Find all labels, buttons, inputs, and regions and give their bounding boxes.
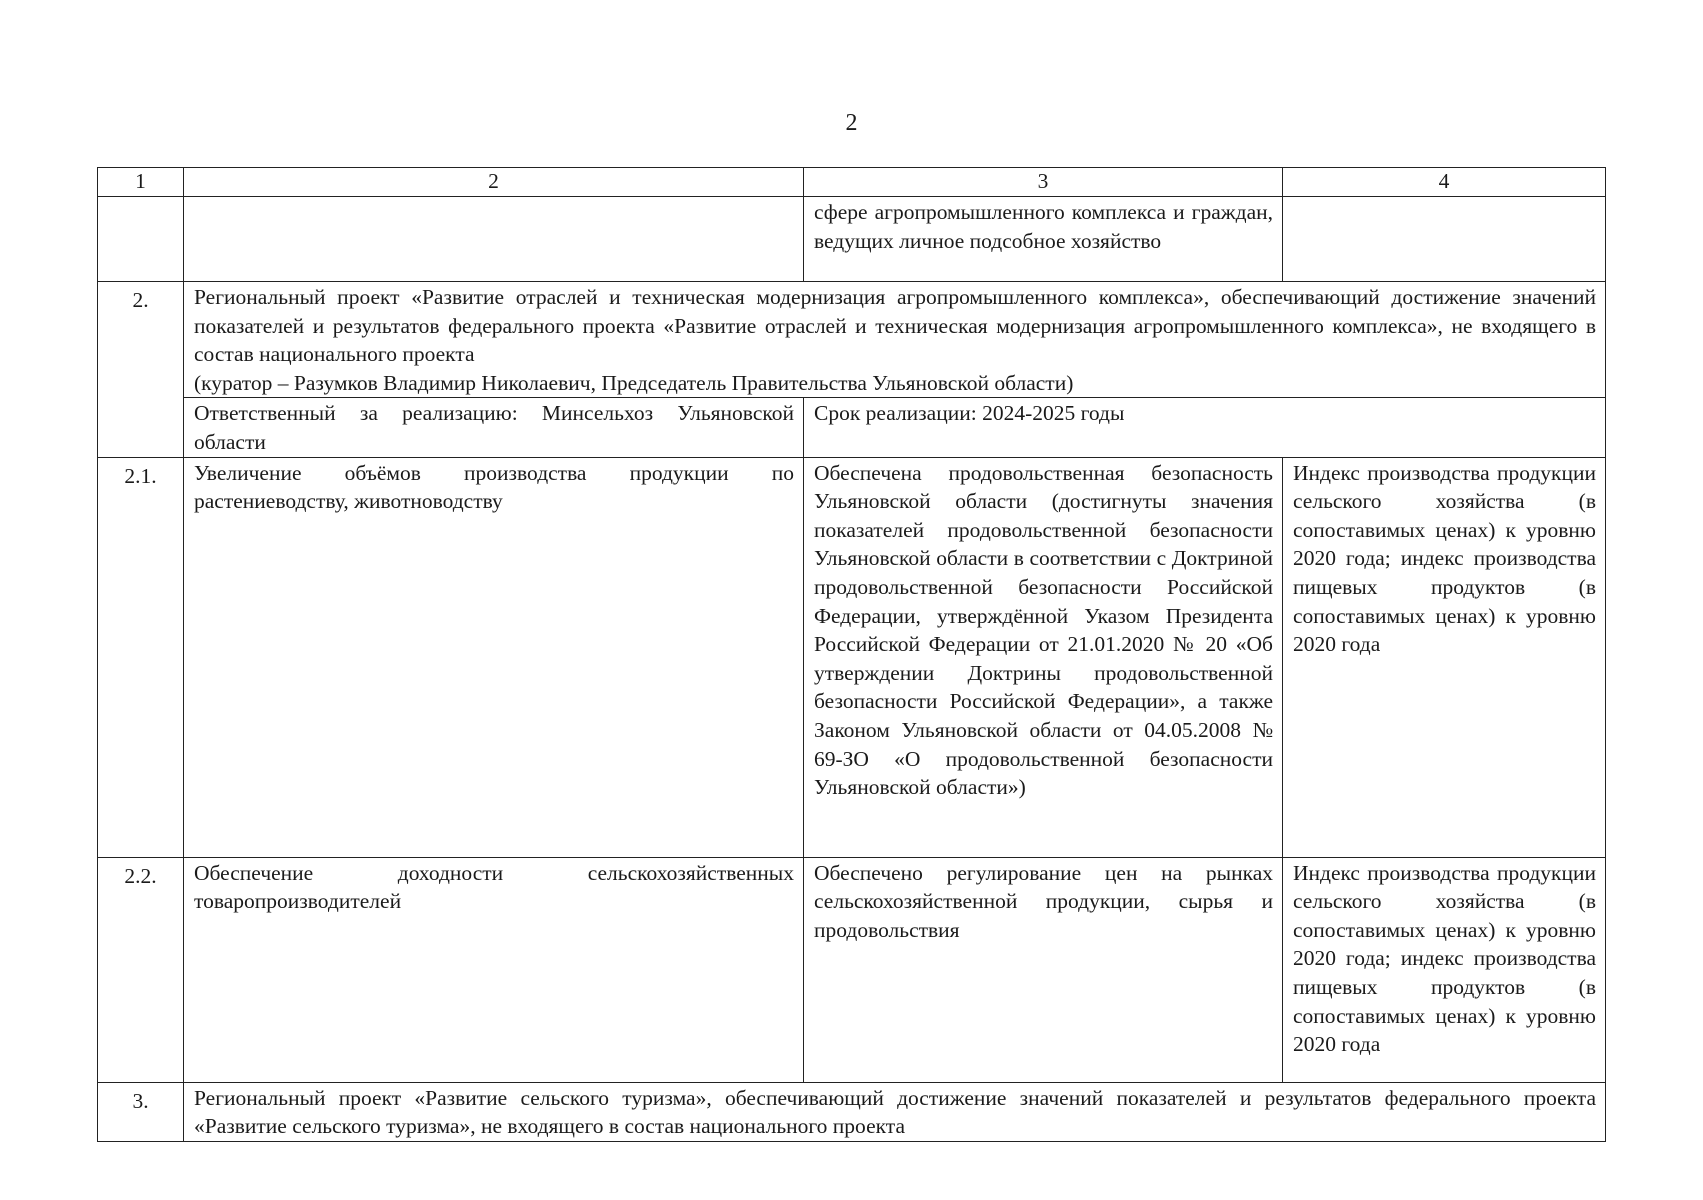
section-2-term: Срок реализации: 2024-2025 годы — [804, 398, 1606, 457]
section-3-title: Региональный проект «Развитие сельского туризма», обеспечивающий достижение значений показателей и результатов федерального проекта «Развитие сельского туризма», не входящего в состав национального проекта — [184, 1082, 1606, 1141]
row-2-2-number: 2.2. — [98, 857, 184, 1082]
header-col-2: 2 — [184, 168, 804, 197]
continuation-effect: сфере агропромышленного комплекса и граждан, ведущих личное подсобное хозяйство — [804, 197, 1283, 282]
row-2-1-number: 2.1. — [98, 457, 184, 857]
row-2-1-task: Увеличение объёмов производства продукции по растениеводству, животноводству — [184, 457, 804, 857]
section-3-number: 3. — [98, 1082, 184, 1141]
header-col-1: 1 — [98, 168, 184, 197]
section-2-meta-row — [98, 398, 1606, 457]
section-2-curator: (куратор – Разумков Владимир Николаевич, Председатель Правительства Ульяновской области) — [194, 370, 1074, 395]
row-2-2-effect: Обеспечено регулирование цен на рынках сельскохозяйственной продукции, сырья и продовольствия — [804, 857, 1283, 1082]
header-col-3: 3 — [804, 168, 1283, 197]
continuation-row — [98, 197, 1606, 282]
measures-table — [97, 167, 1606, 1142]
row-2-2-task: Обеспечение доходности сельскохозяйственных товаропроизводителей — [184, 857, 804, 1082]
row-2-1-effect: Обеспечена продовольственная безопасность Ульяновской области (достигнуты значения показателей продовольственной безопасности Ульяновской области в соответствии с Доктриной продовольственной безопасности Российской Федерации, утверждённой Указом Президента Российской Федерации от 21.01.2020 № 20 «Об утверждении Доктрины продовольственной безопасности Российской Федерации», а также Законом Ульяновской области от 04.05.2008 № 69-ЗО «О продовольственной безопасности Ульяновской области») — [804, 457, 1283, 857]
row-2-2-indicators: Индекс производства продукции сельского хозяйства (в сопоставимых ценах) к уровню 2020 года; индекс производства пищевых продуктов (в сопоставимых ценах) к уровню 2020 года — [1283, 857, 1606, 1082]
table-row — [98, 857, 1606, 1082]
section-3-title-row — [98, 1082, 1606, 1141]
header-col-4: 4 — [1283, 168, 1606, 197]
section-2-title-cell — [184, 282, 1606, 398]
section-2-number: 2. — [98, 282, 184, 458]
page-number: 2 — [845, 110, 858, 136]
table-row — [98, 457, 1606, 857]
table-header-row — [98, 168, 1606, 197]
section-2-title: Региональный проект «Развитие отраслей и техническая модернизация агропромышленного комплекса», обеспечивающий достижение значений показателей и результатов федерального проекта «Развитие отраслей и техническая модернизация агропромышленного комплекса», не входящего в состав национального проекта — [194, 285, 1596, 367]
section-2-responsible: Ответственный за реализацию: Минсельхоз Ульяновской области — [184, 398, 804, 457]
section-2-title-row — [98, 282, 1606, 398]
row-2-1-indicators: Индекс производства продукции сельского хозяйства (в сопоставимых ценах) к уровню 2020 года; индекс производства пищевых продуктов (в сопоставимых ценах) к уровню 2020 года — [1283, 457, 1606, 857]
